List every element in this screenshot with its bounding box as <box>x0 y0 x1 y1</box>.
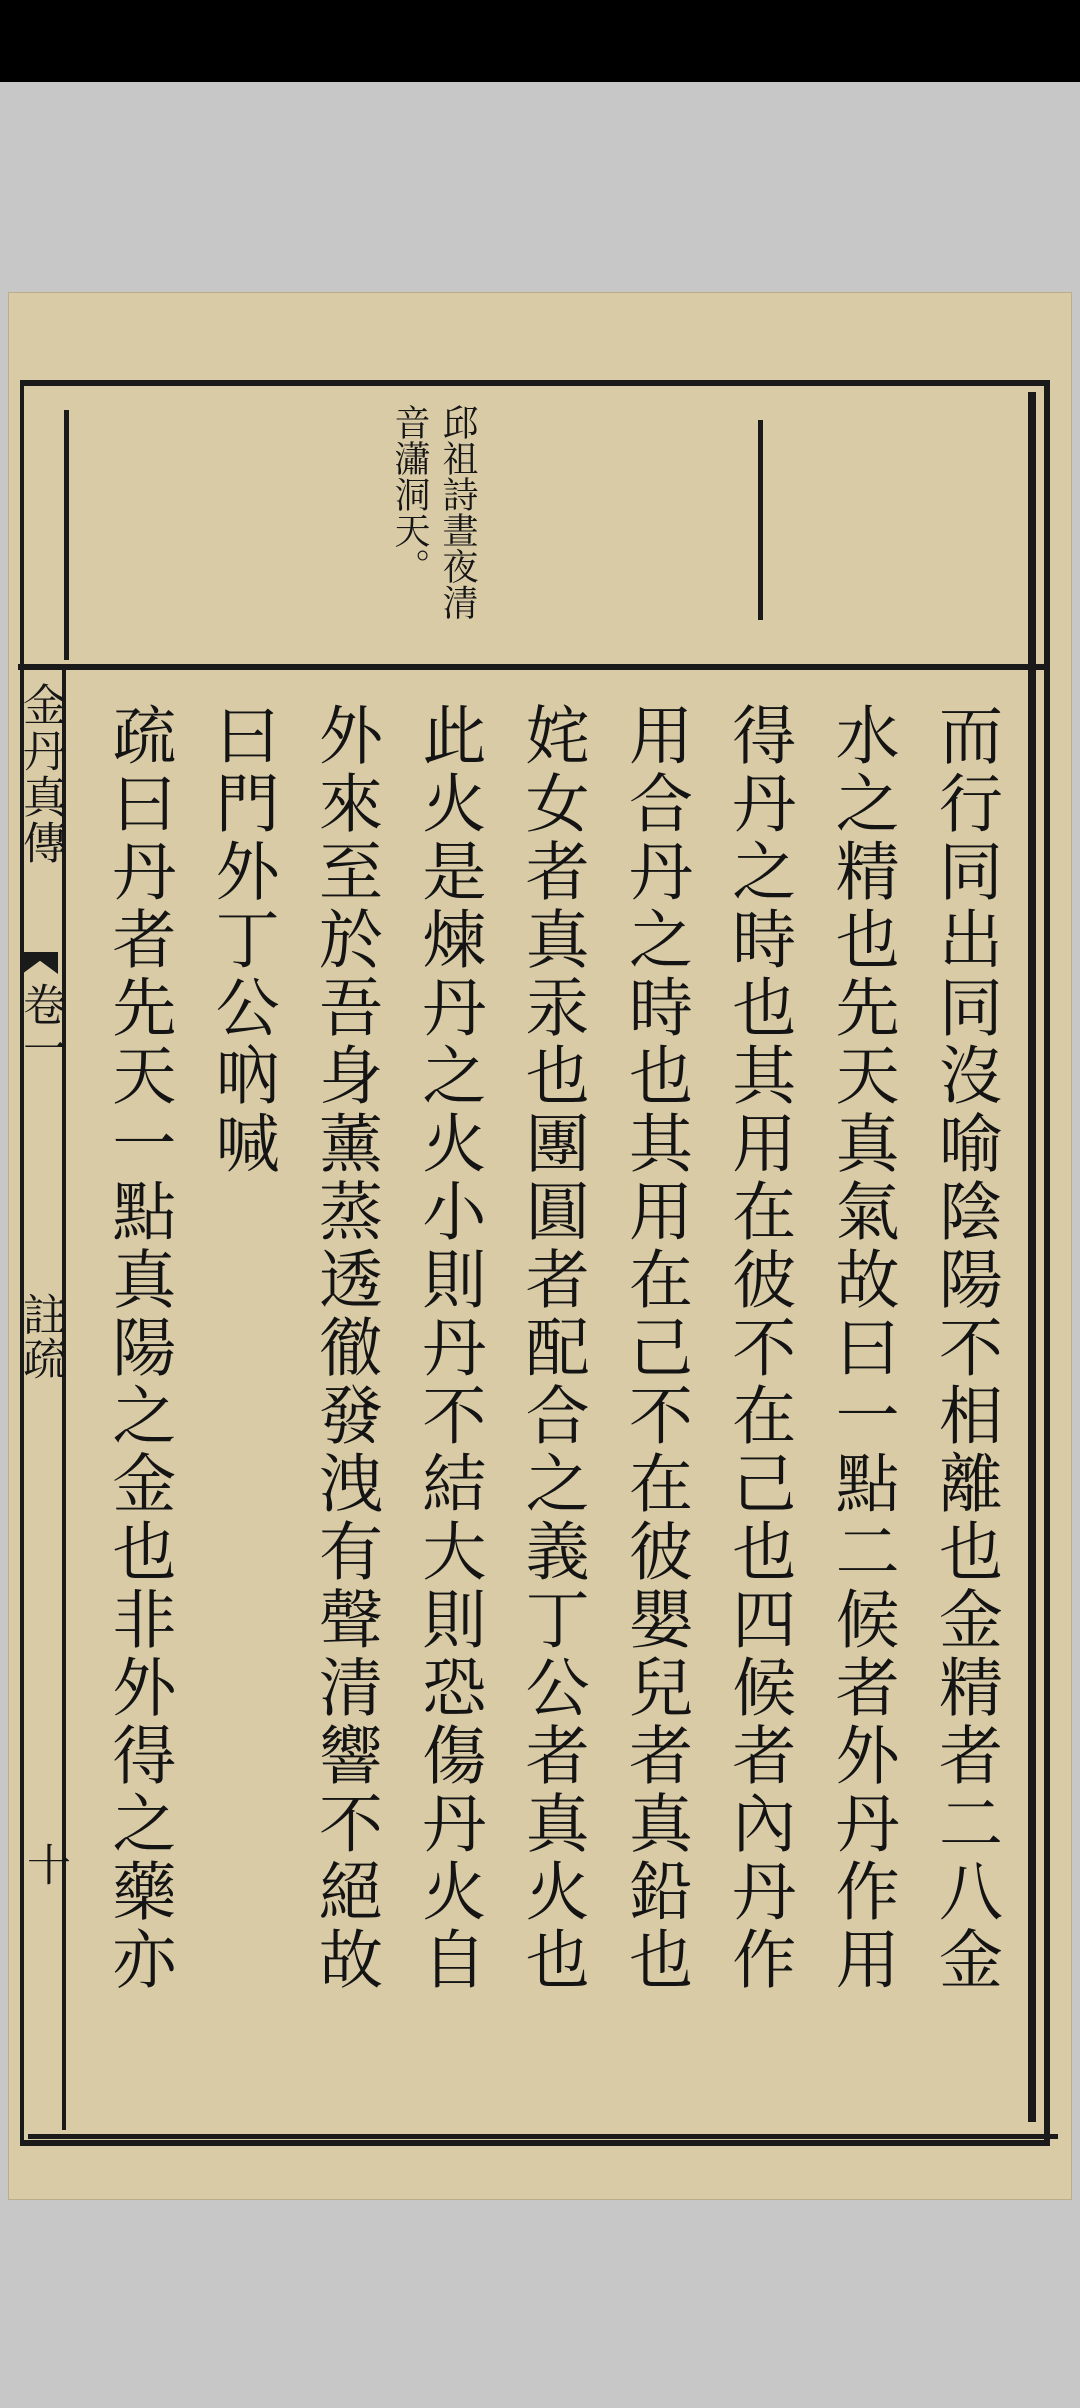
margin-book-title: 金丹真傳 <box>15 682 66 866</box>
main-text <box>88 702 1018 2122</box>
text-column: 此火是煉丹之火小則丹不結大則恐傷丹火自 <box>411 702 486 1994</box>
text-column: 得丹之時也其用在彼不在己也四候者內丹作 <box>721 702 796 1994</box>
margin-volume: 卷一 <box>15 982 66 1070</box>
margin-rule <box>62 670 66 2130</box>
status-bar <box>0 0 1080 82</box>
text-column: 外來至於吾身薰蒸透徹發洩有聲清響不絕故 <box>307 702 382 1994</box>
header-annotation-line: 音瀟洞天。 <box>389 404 430 584</box>
text-column: 姹女者真汞也團圓者配合之義丁公者真火也 <box>514 702 589 1994</box>
margin-page-number: 十 <box>19 1842 70 1886</box>
header-left-rule <box>64 410 69 660</box>
header-annotation <box>388 404 478 664</box>
bottom-border-rule <box>28 2134 1058 2139</box>
book-page-scan[interactable] <box>8 292 1072 2200</box>
margin-section: 註疏 <box>15 1292 66 1380</box>
header-right-rule <box>758 420 763 620</box>
text-column: 用合丹之時也其用在己不在彼嬰兒者真鉛也 <box>617 702 692 1994</box>
text-column: 曰門外丁公吶喊 <box>204 702 279 1178</box>
text-column: 而行同出同沒喻陰陽不相離也金精者二八金 <box>927 702 1002 1994</box>
right-border-rule <box>1028 392 1036 2122</box>
header-annotation-line: 邱祖詩晝夜清 <box>437 404 478 620</box>
text-column: 水之精也先天真氣故曰一點二候者外丹作用 <box>824 702 899 1994</box>
text-column: 疏曰丹者先天一點真陽之金也非外得之藥亦 <box>101 702 176 1994</box>
header-rule <box>18 664 1048 670</box>
